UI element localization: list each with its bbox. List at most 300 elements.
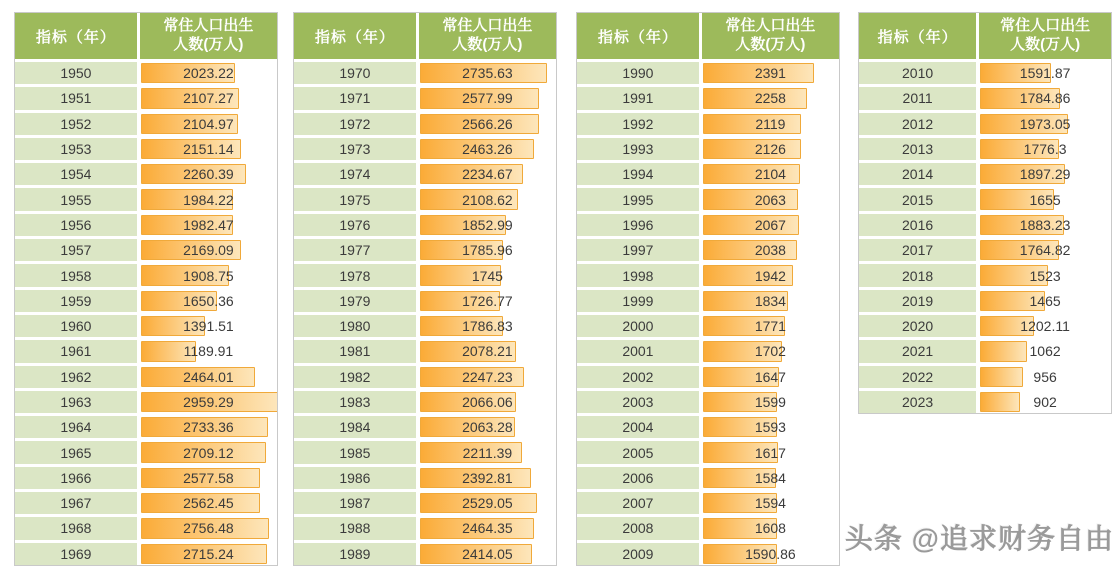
table-row <box>15 337 277 362</box>
data-bar <box>703 114 801 134</box>
value-cell <box>140 87 277 109</box>
year-cell: 2010 <box>859 62 976 84</box>
value-cell <box>979 239 1111 261</box>
year-cell: 1967 <box>15 492 137 514</box>
table-row <box>15 185 277 210</box>
table-row <box>15 438 277 463</box>
value-text: 1785.96 <box>462 242 513 259</box>
column-header-value-line2: 人数(万人) <box>735 36 806 53</box>
table-row <box>15 363 277 388</box>
value-cell <box>140 492 277 514</box>
year-cell: 1996 <box>577 214 699 236</box>
table-row <box>859 110 1111 135</box>
year-cell: 1970 <box>294 62 416 84</box>
value-text: 2119 <box>755 115 786 132</box>
value-text: 2107.27 <box>183 90 234 107</box>
value-cell <box>702 517 839 539</box>
value-text: 1764.82 <box>1019 242 1071 259</box>
year-cell: 1979 <box>294 290 416 312</box>
year-cell: 2004 <box>577 416 699 438</box>
year-cell: 1972 <box>294 113 416 135</box>
value-text: 1908.75 <box>183 267 234 284</box>
year-cell: 1995 <box>577 188 699 210</box>
table-row <box>859 312 1111 337</box>
column-header-value-line1: 常住人口出生 <box>163 17 254 35</box>
year-cell: 1951 <box>15 87 137 109</box>
value-text: 2104 <box>754 166 786 183</box>
value-cell <box>140 214 277 236</box>
value-text: 2735.63 <box>462 65 513 82</box>
table-row <box>577 413 839 438</box>
value-text: 1599 <box>754 394 786 410</box>
table-row <box>294 84 556 109</box>
value-text: 1617 <box>754 444 786 461</box>
value-text: 2023.22 <box>183 65 234 82</box>
value-cell <box>140 340 277 362</box>
value-cell <box>702 214 839 236</box>
value-cell <box>419 416 556 438</box>
value-text: 1786.83 <box>462 318 513 335</box>
year-cell: 2013 <box>859 138 976 160</box>
year-cell: 1961 <box>15 340 137 362</box>
value-cell <box>979 315 1111 337</box>
value-cell <box>702 391 839 413</box>
value-text: 1784.86 <box>1019 90 1071 107</box>
value-text: 2260.39 <box>183 166 234 183</box>
value-cell <box>140 264 277 286</box>
table-row <box>15 110 277 135</box>
year-cell: 1986 <box>294 467 416 489</box>
year-cell: 1989 <box>294 543 416 565</box>
table-row <box>577 287 839 312</box>
value-cell <box>419 467 556 489</box>
value-cell <box>140 138 277 160</box>
value-text: 2756.48 <box>183 520 234 537</box>
value-text: 2959.29 <box>183 394 234 410</box>
table-row <box>15 388 277 413</box>
table-row <box>577 110 839 135</box>
value-cell <box>419 113 556 135</box>
table-row <box>859 287 1111 312</box>
column-header-value <box>419 13 556 59</box>
value-text: 1655 <box>1029 191 1061 208</box>
year-cell: 2018 <box>859 264 976 286</box>
column-header-value-line1: 常住人口出生 <box>442 17 533 35</box>
value-cell <box>702 239 839 261</box>
year-cell: 1968 <box>15 517 137 539</box>
table-row <box>577 135 839 160</box>
year-cell: 1994 <box>577 163 699 185</box>
value-text: 2529.05 <box>462 495 513 512</box>
table-row <box>15 413 277 438</box>
watermark: 头条 @追求财务自由 <box>844 523 1114 554</box>
table-row <box>577 337 839 362</box>
table-body <box>859 59 1111 413</box>
year-cell: 1953 <box>15 138 137 160</box>
year-cell: 1963 <box>15 391 137 413</box>
table-row <box>294 337 556 362</box>
value-text: 2151.14 <box>183 141 234 158</box>
year-cell: 2021 <box>859 340 976 362</box>
value-cell <box>419 239 556 261</box>
year-cell: 1990 <box>577 62 699 84</box>
value-cell <box>702 264 839 286</box>
table-row <box>15 59 277 84</box>
value-text: 2211.39 <box>462 444 513 461</box>
value-text: 2414.05 <box>462 545 513 562</box>
value-text: 2566.26 <box>462 115 513 132</box>
column-header-year: 指标（年） <box>859 13 976 59</box>
year-cell: 1976 <box>294 214 416 236</box>
year-cell: 1964 <box>15 416 137 438</box>
data-bar <box>980 341 1027 361</box>
value-text: 1726.77 <box>462 292 513 309</box>
year-cell: 2015 <box>859 188 976 210</box>
table-row <box>294 363 556 388</box>
column-header-value <box>140 13 277 59</box>
value-text: 1584 <box>754 469 786 486</box>
year-cell: 2019 <box>859 290 976 312</box>
table-row <box>15 312 277 337</box>
table-1990-2009 <box>576 12 840 566</box>
value-cell <box>979 340 1111 362</box>
table-2010-2023 <box>858 12 1112 414</box>
value-cell <box>979 366 1111 388</box>
year-cell: 1977 <box>294 239 416 261</box>
year-cell: 1981 <box>294 340 416 362</box>
table-row <box>15 287 277 312</box>
table-row <box>294 464 556 489</box>
value-cell <box>979 290 1111 312</box>
table-row <box>294 185 556 210</box>
year-cell: 1962 <box>15 366 137 388</box>
value-text: 2063 <box>754 191 786 208</box>
value-text: 1189.91 <box>183 343 234 360</box>
table-row <box>859 185 1111 210</box>
value-text: 956 <box>1033 368 1057 385</box>
year-cell: 1971 <box>294 87 416 109</box>
column-header-year: 指标（年） <box>294 13 416 59</box>
table-row <box>294 110 556 135</box>
year-cell: 2014 <box>859 163 976 185</box>
table-row <box>859 135 1111 160</box>
year-cell: 2001 <box>577 340 699 362</box>
value-cell <box>979 391 1111 413</box>
year-cell: 1985 <box>294 441 416 463</box>
value-text: 1591.87 <box>1019 65 1071 82</box>
value-text: 2709.12 <box>183 444 234 461</box>
value-text: 1590.86 <box>745 545 796 562</box>
value-text: 2577.99 <box>462 90 513 107</box>
table-row <box>294 312 556 337</box>
table-row <box>294 438 556 463</box>
table-row <box>577 438 839 463</box>
value-cell <box>702 113 839 135</box>
value-cell <box>419 290 556 312</box>
year-cell: 2003 <box>577 391 699 413</box>
year-cell: 2022 <box>859 366 976 388</box>
value-cell <box>140 163 277 185</box>
year-cell: 1969 <box>15 543 137 565</box>
year-cell: 1980 <box>294 315 416 337</box>
table-row <box>15 84 277 109</box>
column-header-value <box>702 13 839 59</box>
value-text: 1608 <box>754 520 786 537</box>
value-cell <box>419 441 556 463</box>
table-row <box>294 514 556 539</box>
year-cell: 2006 <box>577 467 699 489</box>
table-row <box>577 489 839 514</box>
table-row <box>577 464 839 489</box>
value-cell <box>419 340 556 362</box>
value-cell <box>979 113 1111 135</box>
value-cell <box>140 62 277 84</box>
table-row <box>859 261 1111 286</box>
value-text: 1897.29 <box>1019 166 1071 183</box>
value-text: 902 <box>1033 394 1057 410</box>
value-text: 1391.51 <box>183 318 234 335</box>
year-cell: 1966 <box>15 467 137 489</box>
table-row <box>294 160 556 185</box>
table-row <box>15 236 277 261</box>
value-text: 1745 <box>471 267 503 284</box>
year-cell: 1955 <box>15 188 137 210</box>
year-cell: 2023 <box>859 391 976 413</box>
table-row <box>577 185 839 210</box>
table-row <box>294 236 556 261</box>
value-text: 1062 <box>1029 343 1061 360</box>
column-header-value-line1: 常住人口出生 <box>1000 17 1091 35</box>
value-cell <box>419 315 556 337</box>
year-cell: 1960 <box>15 315 137 337</box>
value-cell <box>140 467 277 489</box>
value-cell <box>140 366 277 388</box>
value-cell <box>140 290 277 312</box>
column-header-year: 指标（年） <box>577 13 699 59</box>
year-cell: 1959 <box>15 290 137 312</box>
year-cell: 1983 <box>294 391 416 413</box>
table-row <box>859 337 1111 362</box>
table-row <box>15 160 277 185</box>
table-row <box>294 540 556 565</box>
column-header-value-line1: 常住人口出生 <box>725 17 816 35</box>
value-text: 2104.97 <box>183 115 234 132</box>
value-cell <box>702 138 839 160</box>
year-cell: 2011 <box>859 87 976 109</box>
table-row <box>294 489 556 514</box>
data-bar <box>980 392 1020 412</box>
value-text: 1465 <box>1029 292 1061 309</box>
value-cell <box>419 163 556 185</box>
table-body <box>15 59 277 565</box>
value-cell <box>419 391 556 413</box>
value-cell <box>702 416 839 438</box>
value-text: 1771 <box>754 318 786 335</box>
column-header-value <box>979 13 1111 59</box>
year-cell: 1993 <box>577 138 699 160</box>
value-cell <box>702 163 839 185</box>
value-text: 2733.36 <box>183 419 234 436</box>
value-text: 1202.11 <box>1020 318 1070 335</box>
table-row <box>15 540 277 565</box>
value-text: 2169.09 <box>183 242 234 259</box>
year-cell: 1956 <box>15 214 137 236</box>
value-text: 2078.21 <box>462 343 513 360</box>
table-row <box>15 211 277 236</box>
value-cell <box>979 264 1111 286</box>
value-cell <box>979 163 1111 185</box>
table-row <box>294 413 556 438</box>
value-cell <box>140 416 277 438</box>
value-text: 2464.01 <box>183 368 234 385</box>
value-cell <box>702 467 839 489</box>
table-row <box>577 514 839 539</box>
value-cell <box>419 543 556 565</box>
table-body <box>294 59 556 565</box>
value-cell <box>140 188 277 210</box>
table-row <box>15 514 277 539</box>
value-text: 1650.36 <box>183 292 234 309</box>
year-cell: 1984 <box>294 416 416 438</box>
value-text: 2126 <box>754 141 786 158</box>
value-cell <box>702 87 839 109</box>
value-cell <box>702 315 839 337</box>
value-cell <box>702 543 839 565</box>
table-1970-1989 <box>293 12 557 566</box>
value-cell <box>419 214 556 236</box>
value-text: 1973.05 <box>1019 115 1071 132</box>
year-cell: 1974 <box>294 163 416 185</box>
table-row <box>15 464 277 489</box>
data-bar <box>703 139 802 159</box>
value-text: 1523 <box>1029 267 1061 284</box>
value-text: 2562.45 <box>183 495 234 512</box>
value-text: 1594 <box>754 495 786 512</box>
table-row <box>859 363 1111 388</box>
value-cell <box>140 315 277 337</box>
year-cell: 1965 <box>15 441 137 463</box>
year-cell: 2009 <box>577 543 699 565</box>
year-cell: 2000 <box>577 315 699 337</box>
table-row <box>577 59 839 84</box>
table-1950-1969 <box>14 12 278 566</box>
value-text: 2066.06 <box>462 394 513 410</box>
value-text: 2108.62 <box>462 191 513 208</box>
value-text: 2067 <box>754 216 786 233</box>
value-text: 2234.67 <box>462 166 513 183</box>
year-cell: 1988 <box>294 517 416 539</box>
table-row <box>859 388 1111 413</box>
table-row <box>577 236 839 261</box>
column-header-value-line2: 人数(万人) <box>452 36 523 53</box>
year-cell: 1992 <box>577 113 699 135</box>
year-cell: 2017 <box>859 239 976 261</box>
value-cell <box>702 492 839 514</box>
value-text: 1593 <box>754 419 786 436</box>
value-text: 2391 <box>754 65 786 82</box>
year-cell: 2012 <box>859 113 976 135</box>
year-cell: 1952 <box>15 113 137 135</box>
value-cell <box>702 340 839 362</box>
value-cell <box>702 366 839 388</box>
value-cell <box>419 62 556 84</box>
value-text: 2464.35 <box>462 520 513 537</box>
year-cell: 2020 <box>859 315 976 337</box>
value-text: 2463.26 <box>462 141 513 158</box>
column-header-value-line2: 人数(万人) <box>173 36 244 53</box>
value-cell <box>140 543 277 565</box>
value-cell <box>140 391 277 413</box>
table-row <box>294 287 556 312</box>
table-row <box>577 388 839 413</box>
value-cell <box>419 366 556 388</box>
value-cell <box>979 138 1111 160</box>
year-cell: 1999 <box>577 290 699 312</box>
table-row <box>577 160 839 185</box>
year-cell: 1958 <box>15 264 137 286</box>
year-cell: 1978 <box>294 264 416 286</box>
value-cell <box>419 492 556 514</box>
table-row <box>859 59 1111 84</box>
table-row <box>15 261 277 286</box>
value-cell <box>419 188 556 210</box>
year-cell: 1957 <box>15 239 137 261</box>
table-row <box>577 363 839 388</box>
value-cell <box>419 138 556 160</box>
table-row <box>577 312 839 337</box>
table-row <box>15 489 277 514</box>
value-text: 1834 <box>754 292 786 309</box>
table-row <box>577 540 839 565</box>
year-cell: 1975 <box>294 188 416 210</box>
table-header-row <box>294 13 556 59</box>
value-cell <box>140 517 277 539</box>
year-cell: 1997 <box>577 239 699 261</box>
column-header-value-line2: 人数(万人) <box>1010 36 1081 53</box>
value-cell <box>702 441 839 463</box>
table-body <box>577 59 839 565</box>
value-cell <box>702 290 839 312</box>
table-row <box>294 135 556 160</box>
value-text: 2392.81 <box>462 469 513 486</box>
value-text: 1883.23 <box>1019 216 1071 233</box>
table-row <box>294 59 556 84</box>
value-text: 1982.47 <box>183 216 234 233</box>
year-cell: 1954 <box>15 163 137 185</box>
table-row <box>577 84 839 109</box>
value-text: 1647 <box>754 368 786 385</box>
value-cell <box>140 239 277 261</box>
table-row <box>859 211 1111 236</box>
value-text: 1702 <box>754 343 786 360</box>
value-cell <box>140 113 277 135</box>
year-cell: 1982 <box>294 366 416 388</box>
value-text: 1942 <box>754 267 786 284</box>
table-header-row <box>859 13 1111 59</box>
year-cell: 1950 <box>15 62 137 84</box>
data-bar <box>980 367 1023 387</box>
year-cell: 1973 <box>294 138 416 160</box>
table-row <box>859 160 1111 185</box>
table-row <box>577 261 839 286</box>
value-cell <box>140 441 277 463</box>
value-text: 1852.99 <box>462 216 513 233</box>
value-cell <box>702 188 839 210</box>
value-cell <box>702 62 839 84</box>
table-header-row <box>15 13 277 59</box>
table-header-row <box>577 13 839 59</box>
value-text: 2247.23 <box>462 368 513 385</box>
